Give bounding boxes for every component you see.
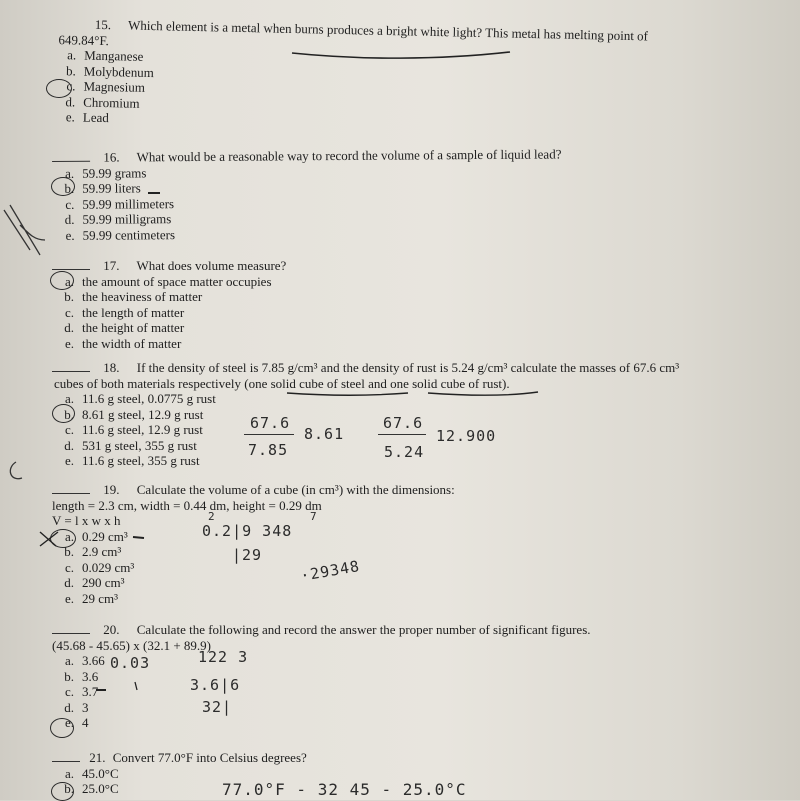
question-number: 17.	[103, 258, 120, 273]
choice-a[interactable]: a. the amount of space matter occupies	[64, 273, 272, 289]
underline-q15	[292, 52, 510, 58]
handwritten-q18-numerator-2: 67.6	[383, 414, 424, 432]
choice-b[interactable]: b. 3.6	[64, 668, 99, 684]
choice-d[interactable]: d. 59.99 milligrams	[64, 211, 172, 227]
choice-e[interactable]: e. the width of matter	[64, 335, 182, 351]
question-number: 15.	[94, 16, 112, 33]
underline-q18-rust	[428, 392, 538, 395]
handwritten-q20-work-1b: 122 3	[198, 648, 249, 666]
handwritten-q19-work-2: |29	[232, 546, 263, 564]
choice-c[interactable]: c. 3.7	[64, 684, 99, 699]
question-number: 19.	[103, 482, 120, 497]
mark-q19-cross	[40, 532, 58, 546]
handwritten-q21-work: 77.0°F - 32 45 - 25.0°C	[222, 780, 467, 799]
handwritten-q18-result-1: 8.61	[304, 425, 345, 443]
question-text: What does volume measure?	[136, 258, 287, 273]
choice-e[interactable]: e. 59.99 centimeters	[65, 226, 176, 243]
underline-q18-steel	[287, 393, 408, 395]
handwritten-q18-result-2: 12.900	[436, 427, 497, 445]
handwritten-q20-work-3: 32|	[202, 698, 233, 716]
question-number: 18.	[103, 360, 120, 375]
choice-b[interactable]: b. the heaviness of matter	[64, 289, 203, 304]
dash-q19	[133, 537, 144, 538]
handwritten-q18-numerator-1: 67.6	[250, 414, 291, 432]
choice-c[interactable]: c. the length of matter	[64, 304, 185, 320]
choice-e[interactable]: e. 29 cm³	[64, 590, 119, 606]
handwritten-q19-mark-2: 7	[310, 510, 318, 523]
question-number: 16.	[103, 149, 120, 165]
choice-c[interactable]: c. Magnesium	[66, 78, 146, 95]
choice-b[interactable]: b. 59.99 liters	[64, 180, 141, 196]
question-text: What would be a reasonable way to record the volume of a sample of liquid lead?	[136, 146, 562, 165]
scribble-q16	[4, 205, 45, 255]
choice-b[interactable]: b. Molybdenum	[65, 62, 155, 80]
choice-e[interactable]: e. Lead	[65, 109, 110, 126]
formula: V = l x w x h	[52, 513, 121, 528]
fraction-bar	[378, 434, 426, 435]
handwritten-q20-work-2: 3.6|6	[190, 676, 241, 694]
question-text: Calculate the following and record the answer the proper number of significant figures.	[136, 622, 591, 637]
question-text: Convert 77.0°F into Celsius degrees?	[112, 750, 307, 765]
question-number: 21.	[89, 750, 106, 765]
choice-c[interactable]: c. 11.6 g steel, 12.9 g rust	[64, 422, 203, 437]
choice-a[interactable]: a. 11.6 g steel, 0.0775 g rust	[64, 391, 216, 406]
handwritten-q18-denominator-2: 5.24	[384, 443, 425, 461]
mark-q18-e	[10, 462, 22, 479]
question-continuation: (45.68 - 45.65) x (32.1 + 89.9)	[52, 637, 211, 653]
choice-e[interactable]: e. 4	[64, 715, 89, 730]
question-number: 20.	[103, 622, 120, 637]
choice-a[interactable]: a. 45.0°C	[64, 765, 119, 781]
choice-a[interactable]: a. 0.29 cm³	[64, 528, 128, 544]
choice-d[interactable]: d. 3	[64, 699, 89, 715]
choice-d[interactable]: d. Chromium	[65, 93, 140, 111]
handwritten-q20-work-1: 0.03	[110, 654, 151, 672]
choice-a[interactable]: a. 3.66	[64, 653, 105, 668]
choice-b[interactable]: b. 8.61 g steel, 12.9 g rust	[64, 406, 204, 422]
question-text: If the density of steel is 7.85 g/cm³ and the density of rust is 5.24 g/cm³ calculate the masses of 67.6 cm³	[136, 360, 680, 375]
choice-c[interactable]: c. 59.99 millimeters	[65, 195, 175, 212]
question-text: Which element is a metal when burns produces a bright white light? This metal has melting point of	[127, 17, 649, 44]
choice-e[interactable]: e. 11.6 g steel, 355 g rust	[64, 453, 200, 468]
handwritten-q18-denominator-1: 7.85	[248, 441, 289, 459]
question-continuation: 649.84°F.	[58, 31, 110, 48]
choice-b[interactable]: b. 25.0°C	[64, 781, 119, 796]
choice-d[interactable]: d. the height of matter	[64, 320, 185, 335]
choice-d[interactable]: d. 531 g steel, 355 g rust	[64, 437, 197, 453]
choice-b[interactable]: b. 2.9 cm³	[64, 544, 122, 559]
question-continuation: cubes of both materials respectively (one solid cube of steel and one solid cube of rust).	[54, 375, 510, 391]
handwritten-q19-mark-1: 2	[208, 510, 216, 523]
fraction-bar	[244, 434, 294, 435]
question-text: Calculate the volume of a cube (in cm³) with the dimensions:	[136, 482, 455, 497]
handwritten-q19-work-1: 0.2|9 348	[202, 522, 293, 540]
handwritten-q19-work-3: ·29348	[298, 556, 362, 586]
choice-a[interactable]: a. Manganese	[67, 47, 144, 64]
choice-d[interactable]: d. 290 cm³	[64, 575, 125, 590]
tick-q20	[135, 682, 137, 690]
choice-a[interactable]: a. 59.99 grams	[65, 164, 147, 181]
choice-c[interactable]: c. 0.029 cm³	[64, 559, 135, 575]
question-continuation: length = 2.3 cm, width = 0.44 dm, height = 0.29 dm	[52, 497, 322, 513]
